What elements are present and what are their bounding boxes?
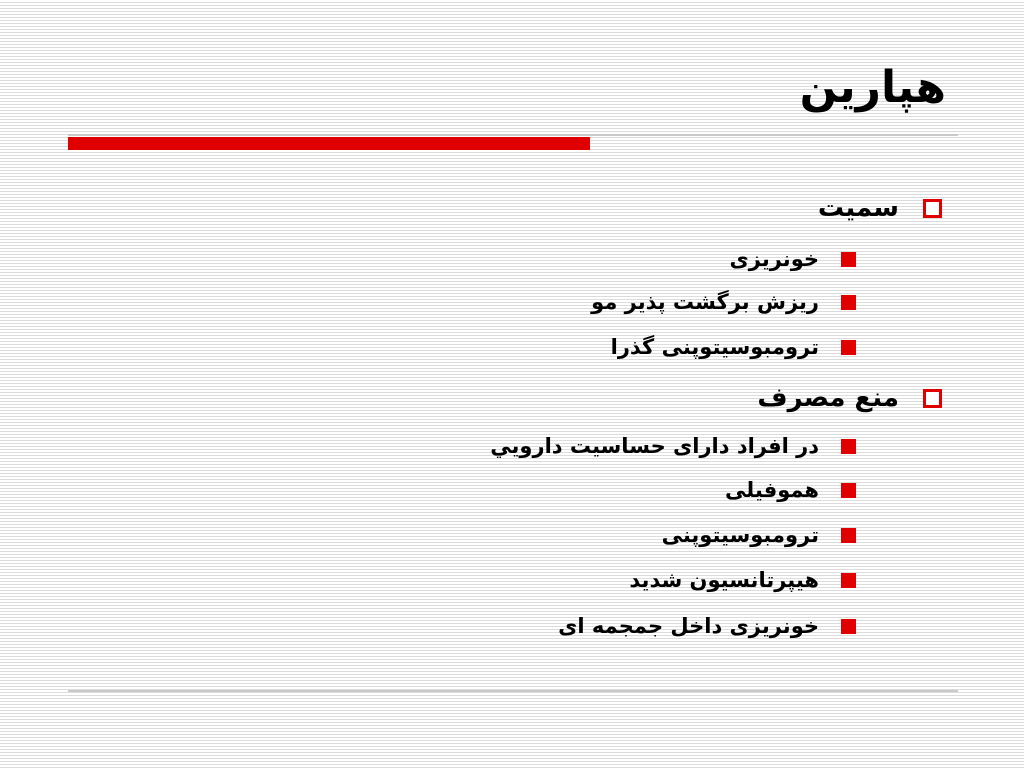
- square-bullet-icon: [841, 439, 856, 454]
- square-bullet-icon: [841, 252, 856, 267]
- list-item-text: ریزش برگشت پذیر مو: [591, 290, 819, 314]
- slide-title: هپارین: [799, 62, 946, 113]
- list-item-text: ترومبوسیتوپنی گذرا: [610, 335, 819, 359]
- list-item: [730, 247, 856, 271]
- square-bullet-icon: [841, 619, 856, 634]
- accent-bar: [68, 137, 590, 150]
- list-item: [611, 335, 856, 359]
- list-item: [725, 478, 856, 502]
- section-heading-text: منع مصرف: [757, 383, 899, 413]
- square-bullet-icon: [841, 340, 856, 355]
- footer-divider: [68, 690, 958, 692]
- hollow-square-bullet-icon: [923, 389, 942, 408]
- title-divider: [68, 134, 958, 136]
- list-item-text: هموفیلی: [725, 478, 819, 502]
- square-bullet-icon: [841, 483, 856, 498]
- list-item-text: در افراد دارای حساسیت دارويي: [490, 434, 819, 458]
- square-bullet-icon: [841, 528, 856, 543]
- list-item: [591, 290, 856, 314]
- hollow-square-bullet-icon: [923, 199, 942, 218]
- list-item-text: خونریزی داخل جمجمه ای: [558, 614, 819, 638]
- section-heading-contraindications: [757, 383, 942, 413]
- section-heading-toxicity: [818, 193, 942, 223]
- list-item-text: ترومبوسیتوپنی: [661, 523, 819, 547]
- list-item-text: خونریزی: [729, 247, 819, 271]
- list-item: [558, 614, 856, 638]
- section-heading-text: سمیت: [817, 193, 899, 223]
- list-item: [490, 434, 856, 458]
- square-bullet-icon: [841, 295, 856, 310]
- list-item-text: هیپرتانسیون شدید: [629, 568, 819, 592]
- square-bullet-icon: [841, 573, 856, 588]
- list-item: [629, 568, 856, 592]
- list-item: [662, 523, 856, 547]
